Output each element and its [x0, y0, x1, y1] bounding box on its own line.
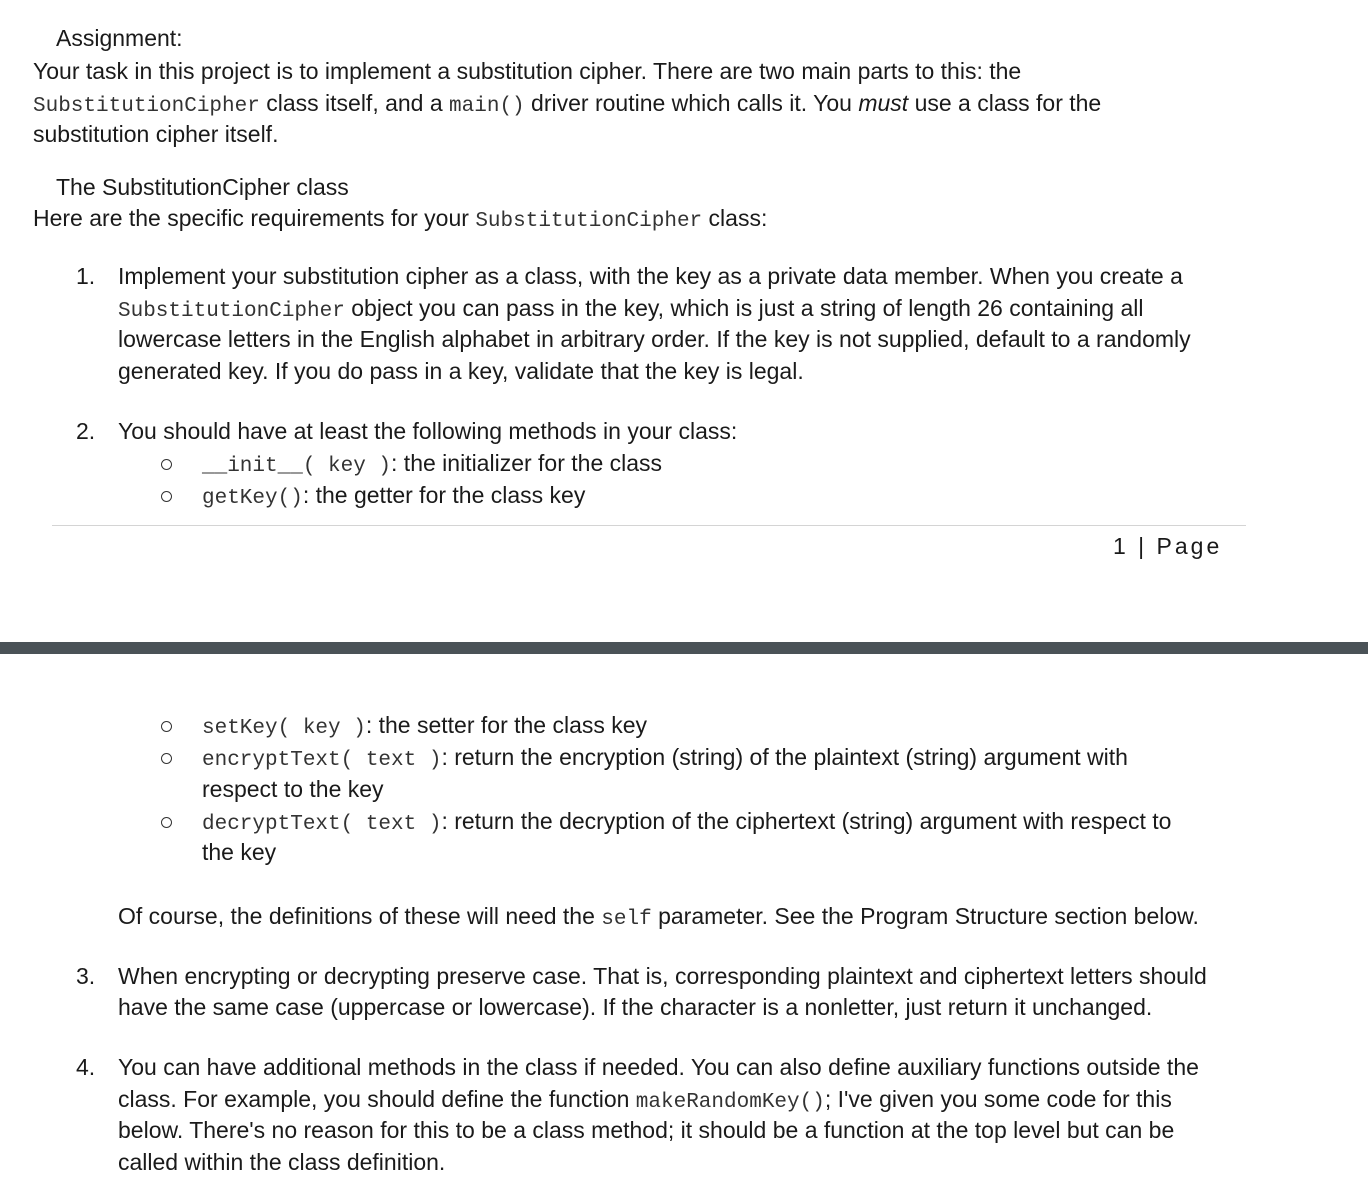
circle-bullet-icon: [161, 459, 172, 470]
item-1-line-3: lowercase letters in the English alphabet in arbitrary order. If the key is not supplied, default to a randomly: [118, 326, 1191, 352]
item-4-line-3: below. There's no reason for this to be a class method; it should be a function at the top level but can be: [118, 1117, 1175, 1143]
inline-code: getKey(): [202, 487, 303, 510]
note-text: Of course, the definitions of these will need the: [118, 903, 602, 929]
method-desc: : return the decryption of the ciphertext (string) argument with respect to: [441, 808, 1172, 834]
method-desc: : the initializer for the class: [391, 450, 663, 476]
item-text: class. For example, you should define the function: [118, 1086, 636, 1112]
page-separator: [0, 642, 1368, 654]
inline-code: __init__( key ): [202, 455, 392, 478]
method-encrypt-cont: respect to the key: [202, 776, 384, 802]
circle-bullet-icon: [161, 491, 172, 502]
item-4-line-1: You can have additional methods in the class if needed. You can also define auxiliary functions outside the: [118, 1054, 1199, 1080]
list-number: 1.: [76, 263, 96, 289]
inline-code: encryptText( text ): [202, 749, 442, 772]
intro-text: class itself, and a: [259, 90, 450, 116]
class-heading: The SubstitutionCipher class: [56, 174, 349, 200]
inline-code: SubstitutionCipher: [33, 95, 260, 118]
list-number: 4.: [76, 1054, 96, 1080]
inline-code: SubstitutionCipher: [475, 210, 703, 233]
method-decrypt: [202, 805, 1171, 841]
circle-bullet-icon: [161, 753, 172, 764]
requirements-intro: [33, 202, 767, 238]
item-2-line-1: You should have at least the following methods in your class:: [118, 418, 738, 444]
method-getkey: [202, 479, 585, 515]
item-1-line-4: generated key. If you do pass in a key, validate that the key is legal.: [118, 358, 804, 384]
item-text: object you can pass in the key, which is just a string of length 26 containing all: [344, 295, 1144, 321]
reqs-text: class:: [702, 205, 768, 231]
item-3-line-2: have the same case (uppercase or lowercase). If the character is a nonletter, just return it unchanged.: [118, 994, 1153, 1020]
method-desc: : the setter for the class key: [365, 712, 648, 738]
method-desc: : return the encryption (string) of the plaintext (string) argument with: [441, 744, 1128, 770]
inline-code: setKey( key ): [202, 717, 366, 740]
method-init: [202, 447, 662, 483]
page-number: 1 | Page: [1113, 533, 1223, 559]
method-desc: : the getter for the class key: [302, 482, 586, 508]
inline-code: self: [601, 908, 652, 931]
inline-code: SubstitutionCipher: [118, 300, 345, 323]
item-4-line-4: called within the class definition.: [118, 1149, 446, 1175]
intro-line-1: Your task in this project is to implement a substitution cipher. There are two main parts to this: the: [33, 58, 1022, 84]
inline-code: makeRandomKey(): [635, 1091, 825, 1114]
intro-text: driver routine which calls it. You: [524, 90, 859, 116]
item-text: ; I've given you some code for this: [824, 1086, 1172, 1112]
reqs-text: Here are the specific requirements for your: [33, 205, 476, 231]
assignment-heading: Assignment:: [56, 25, 183, 51]
list-number: 2.: [76, 418, 96, 444]
emphasis: must: [858, 90, 909, 116]
intro-line-3: substitution cipher itself.: [33, 121, 279, 147]
item-3-line-1: When encrypting or decrypting preserve case. That is, corresponding plaintext and ciphertext letters should: [118, 963, 1207, 989]
footer-rule: [52, 525, 1246, 526]
item-1-line-1: Implement your substitution cipher as a class, with the key as a private data member. When you create a: [118, 263, 1183, 289]
circle-bullet-icon: [161, 817, 172, 828]
circle-bullet-icon: [161, 721, 172, 732]
intro-text: use a class for the: [908, 90, 1102, 116]
method-encrypt: [202, 741, 1128, 777]
self-note: [118, 900, 1199, 936]
method-decrypt-cont: the key: [202, 839, 277, 865]
list-number: 3.: [76, 963, 96, 989]
inline-code: decryptText( text ): [202, 813, 442, 836]
inline-code: main(): [449, 95, 525, 118]
note-text: parameter. See the Program Structure section below.: [651, 903, 1199, 929]
method-setkey: [202, 709, 647, 745]
